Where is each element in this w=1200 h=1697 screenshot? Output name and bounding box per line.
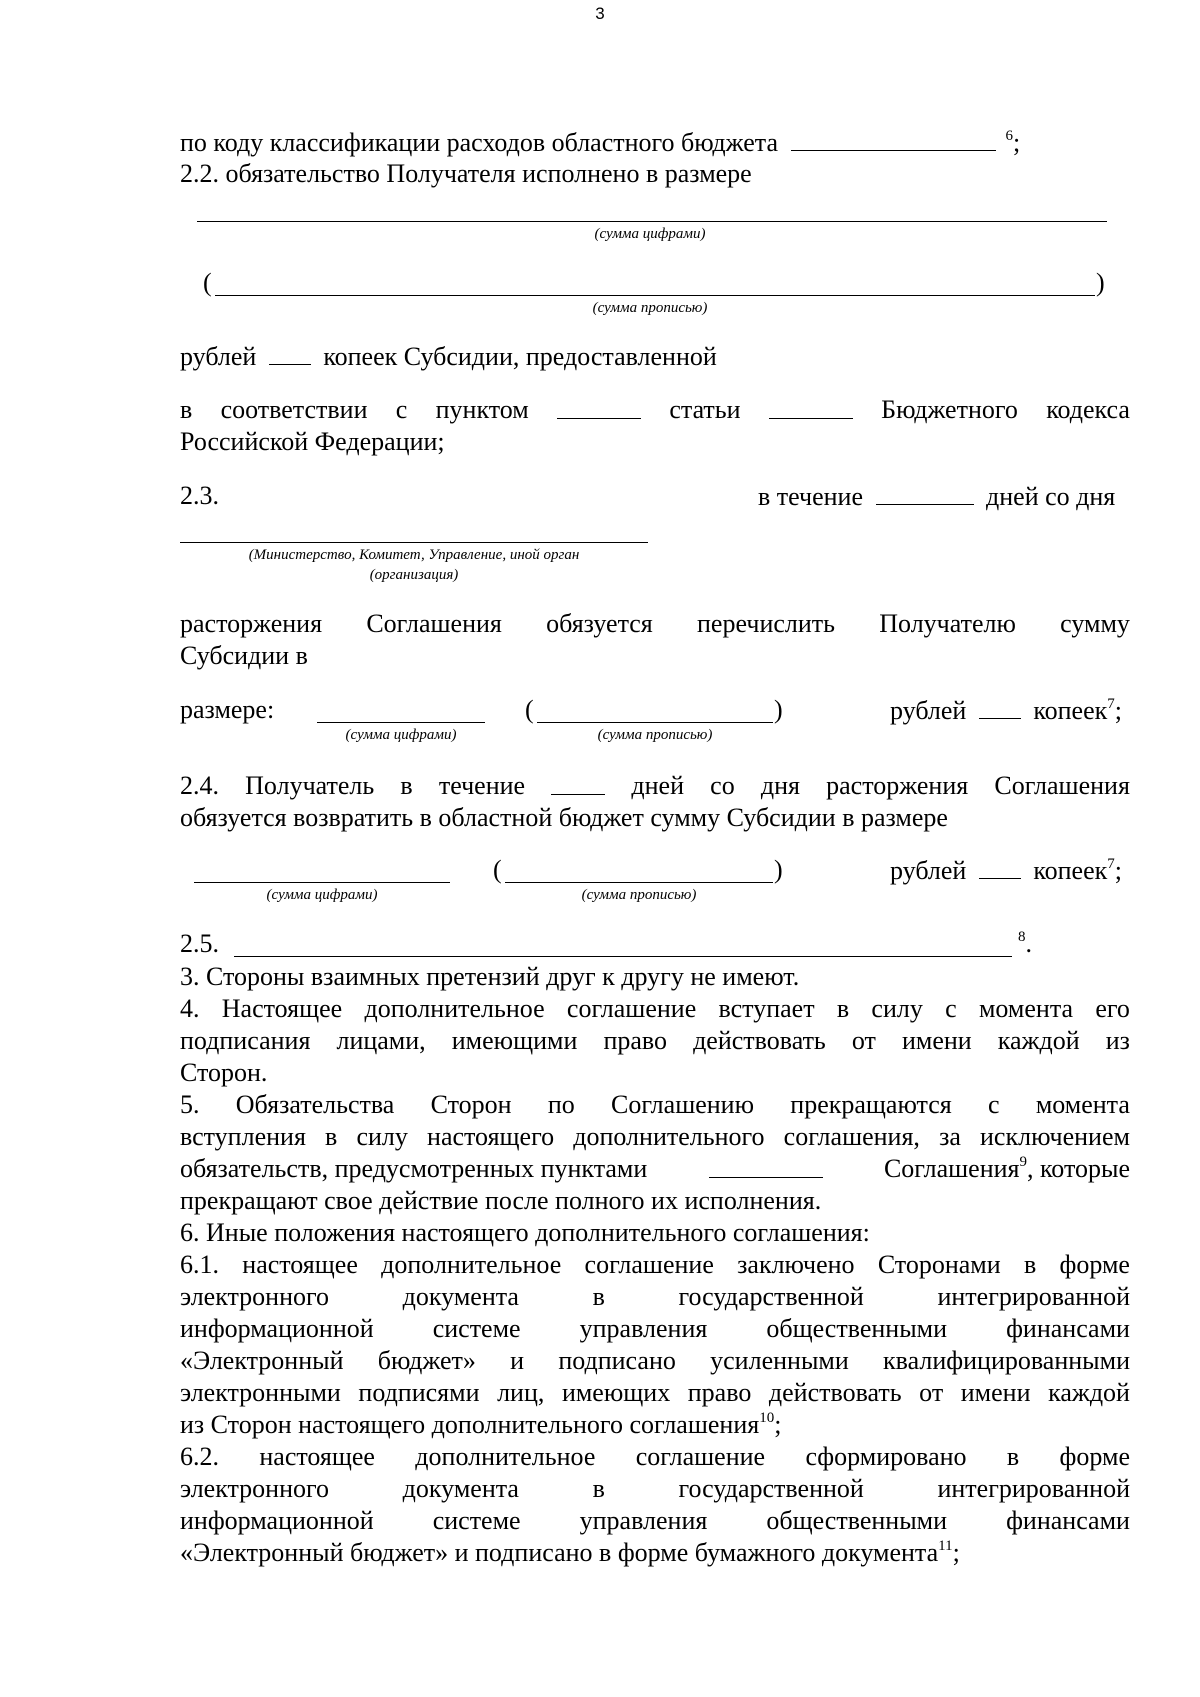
word: Получателю bbox=[879, 609, 1016, 638]
word: дней bbox=[631, 771, 685, 800]
clause-4-line-1 bbox=[180, 993, 1130, 1025]
word: Соглашения bbox=[994, 771, 1130, 800]
word: Получатель bbox=[245, 771, 375, 800]
word: государственной bbox=[678, 1474, 864, 1503]
word: дополнительное bbox=[381, 1250, 562, 1279]
word: управления bbox=[579, 1506, 708, 1535]
caption-sum-digits: (сумма цифрами) bbox=[345, 727, 457, 743]
word: Бюджетного bbox=[881, 395, 1018, 424]
word: в bbox=[180, 395, 193, 424]
rub-word: рублей bbox=[180, 342, 257, 371]
word: информационной bbox=[180, 1506, 374, 1535]
word: от bbox=[851, 1026, 876, 1055]
word: дополнительное bbox=[415, 1442, 596, 1471]
agreement-ref bbox=[884, 1153, 1130, 1185]
word: право bbox=[603, 1026, 668, 1055]
word: государственной bbox=[678, 1282, 864, 1311]
word: подписания bbox=[180, 1026, 311, 1055]
word: с bbox=[945, 994, 957, 1023]
clause-2-3-num: 2.3. bbox=[180, 481, 219, 510]
word: финансами bbox=[1006, 1314, 1130, 1343]
word: подписями bbox=[358, 1378, 480, 1407]
footnote-9: 9 bbox=[1019, 1154, 1027, 1170]
word: Сторонами bbox=[877, 1250, 1001, 1279]
termination-line bbox=[180, 608, 1130, 640]
word: имеющих bbox=[561, 1378, 671, 1407]
sum-digits-line bbox=[197, 221, 1107, 222]
clause-6-2-line-4 bbox=[180, 1537, 1130, 1569]
word: электронными bbox=[180, 1378, 341, 1407]
kop-blank bbox=[269, 340, 311, 365]
word: заключено bbox=[737, 1250, 855, 1279]
return-words-line bbox=[505, 882, 773, 883]
caption-sum-words: (сумма прописью) bbox=[597, 727, 713, 743]
word: соответствии bbox=[220, 395, 368, 424]
word: бюджет» bbox=[377, 1346, 476, 1375]
clause-2-5-num: 2.5. bbox=[180, 929, 219, 958]
word: дополнительного bbox=[573, 1122, 765, 1151]
word: по bbox=[547, 1090, 575, 1119]
clause-5-line-2 bbox=[180, 1121, 1130, 1153]
word: форме bbox=[1059, 1250, 1130, 1279]
word: системе bbox=[432, 1506, 521, 1535]
semicolon: ; bbox=[1114, 856, 1122, 885]
word: действовать bbox=[768, 1378, 902, 1407]
page-number: 3 bbox=[595, 4, 605, 23]
paren-open: ( bbox=[203, 268, 212, 297]
clause-6-1-line-3 bbox=[180, 1313, 1130, 1345]
caption-organization: (организация) bbox=[369, 567, 459, 583]
caption-sum-digits: (сумма цифрами) bbox=[266, 887, 378, 903]
word: обязуется bbox=[546, 609, 653, 638]
size-label: размере: bbox=[180, 695, 275, 724]
word: Настоящее bbox=[221, 994, 343, 1023]
word: форме bbox=[1059, 1442, 1130, 1471]
word: имеющими bbox=[451, 1026, 578, 1055]
word: настоящего bbox=[427, 1122, 555, 1151]
during-text: в течение bbox=[758, 482, 864, 511]
word: Соглашения bbox=[366, 609, 502, 638]
word: соглашения, bbox=[783, 1122, 920, 1151]
clause-3: 3. Стороны взаимных претензий друг к другу не имеют. bbox=[180, 962, 800, 991]
sentence-text: из Сторон настоящего дополнительного соглашения bbox=[180, 1410, 760, 1439]
word: от bbox=[919, 1378, 944, 1407]
word: в bbox=[592, 1282, 605, 1311]
word: со bbox=[710, 771, 735, 800]
word: управления bbox=[579, 1314, 708, 1343]
agreement-word: Соглашения bbox=[883, 1154, 1020, 1183]
clause-2-4-line-1 bbox=[180, 770, 1130, 802]
word: силу bbox=[871, 994, 923, 1023]
clause-6-2-line-3 bbox=[180, 1505, 1130, 1537]
kbk-text: по коду классификации расходов областного бюджета bbox=[180, 128, 778, 157]
word: 4. bbox=[180, 994, 200, 1023]
word: системе bbox=[432, 1314, 521, 1343]
word: и bbox=[510, 1346, 525, 1375]
rub-kop-line bbox=[180, 340, 1130, 373]
kbk-blank bbox=[791, 126, 996, 151]
clause-6-1-line-6 bbox=[180, 1409, 1130, 1441]
paren-close: ) bbox=[1096, 268, 1105, 297]
caption-ministry: (Министерство, Комитет, Управление, иной орган bbox=[248, 547, 580, 563]
word: в bbox=[836, 994, 850, 1023]
kop-blank bbox=[979, 854, 1021, 879]
caption-sum-digits: (сумма цифрами) bbox=[594, 226, 706, 242]
article-blank bbox=[769, 394, 853, 419]
obligations-text: обязательств, предусмотренных пунктами bbox=[180, 1154, 648, 1183]
federation-line: Российской Федерации; bbox=[180, 427, 445, 456]
word: настоящее bbox=[242, 1250, 358, 1279]
kbk-line bbox=[180, 126, 1130, 159]
word: пунктом bbox=[435, 395, 529, 424]
size-rub-kop bbox=[890, 694, 1122, 727]
word: действовать bbox=[693, 1026, 826, 1055]
caption-sum-words: (сумма прописью) bbox=[592, 300, 708, 316]
clause-6-1-line-2 bbox=[180, 1281, 1130, 1313]
clause-2-2: 2.2. обязательство Получателя исполнено в размере bbox=[180, 159, 752, 188]
kbk-end: ; bbox=[1013, 128, 1021, 157]
footnote-6: 6 bbox=[1005, 128, 1013, 144]
word: финансами bbox=[1006, 1506, 1130, 1535]
paren-close: ) bbox=[774, 855, 783, 884]
word: его bbox=[1095, 994, 1130, 1023]
word: 5. bbox=[180, 1090, 200, 1119]
word: лиц, bbox=[497, 1378, 545, 1407]
word: Соглашению bbox=[611, 1090, 755, 1119]
items-blank bbox=[709, 1153, 823, 1178]
paren-open: ( bbox=[525, 695, 534, 724]
return-digits-line bbox=[194, 882, 450, 883]
word: информационной bbox=[180, 1314, 374, 1343]
clause-5-line-1 bbox=[180, 1089, 1130, 1121]
rub-word: рублей bbox=[890, 696, 967, 725]
word: соглашение bbox=[566, 994, 697, 1023]
clause-5-line-4: прекращают свое действие после полного их исполнения. bbox=[180, 1186, 822, 1215]
paren-open: ( bbox=[493, 855, 502, 884]
word: сумму bbox=[1060, 609, 1130, 638]
clause-2-3-during bbox=[758, 480, 1115, 513]
word: соглашение bbox=[584, 1250, 714, 1279]
word: из bbox=[1105, 1026, 1130, 1055]
word: подписано bbox=[558, 1346, 676, 1375]
word: статьи bbox=[669, 395, 741, 424]
word: в bbox=[1006, 1442, 1020, 1471]
word: за bbox=[939, 1122, 961, 1151]
clause-6-1-line-1 bbox=[180, 1249, 1130, 1281]
word: лицами, bbox=[336, 1026, 426, 1055]
word: вступления bbox=[180, 1122, 306, 1151]
word: интегрированной bbox=[937, 1474, 1130, 1503]
size-words-line bbox=[537, 722, 773, 723]
clause-6: 6. Иные положения настоящего дополнительного соглашения: bbox=[180, 1218, 870, 1247]
footnote-11: 11 bbox=[938, 1538, 953, 1554]
size-digits-line bbox=[317, 722, 485, 723]
clause-6-2-line-1 bbox=[180, 1441, 1130, 1473]
clause-5-line-3 bbox=[180, 1153, 1130, 1185]
paren-close: ) bbox=[774, 695, 783, 724]
ministry-line bbox=[180, 542, 648, 543]
kop-subsidy-text: копеек Субсидии, предоставленной bbox=[323, 342, 717, 371]
word: расторжения bbox=[826, 771, 969, 800]
sum-words-line bbox=[215, 295, 1095, 296]
word: каждой bbox=[997, 1026, 1080, 1055]
word: документа bbox=[402, 1282, 519, 1311]
word: в bbox=[1023, 1250, 1037, 1279]
footnote-10: 10 bbox=[759, 1410, 775, 1426]
word: общественными bbox=[766, 1506, 948, 1535]
rub-word: рублей bbox=[890, 856, 967, 885]
word: кодекса bbox=[1046, 395, 1130, 424]
word: с bbox=[395, 395, 408, 424]
clause-2-5-end bbox=[1018, 928, 1032, 960]
accordance-line bbox=[180, 394, 1130, 426]
word: перечислить bbox=[697, 609, 836, 638]
word: Сторон bbox=[430, 1090, 512, 1119]
word: право bbox=[687, 1378, 752, 1407]
word: расторжения bbox=[180, 609, 323, 638]
clause-6-2-line-2 bbox=[180, 1473, 1130, 1505]
word: в bbox=[400, 771, 413, 800]
word: усиленными bbox=[710, 1346, 849, 1375]
kop-word: копеек bbox=[1033, 856, 1108, 885]
word: «Электронный bbox=[180, 1346, 344, 1375]
days-from-text: дней со дня bbox=[986, 482, 1116, 511]
clause-2-4-line-2: обязуется возвратить в областной бюджет сумму Субсидии в размере bbox=[180, 803, 948, 832]
footnote-8: 8 bbox=[1018, 929, 1026, 945]
word: соглашение bbox=[635, 1442, 766, 1471]
word: сформировано bbox=[805, 1442, 967, 1471]
word: силу bbox=[356, 1122, 408, 1151]
word: момента bbox=[1035, 1090, 1130, 1119]
word: в bbox=[592, 1474, 605, 1503]
semicolon: ; bbox=[1114, 696, 1122, 725]
footnote-7: 7 bbox=[1107, 696, 1115, 712]
word: имени bbox=[960, 1378, 1031, 1407]
word: 6.1. bbox=[180, 1250, 219, 1279]
word: 6.2. bbox=[180, 1442, 219, 1471]
which-text: , которые bbox=[1027, 1154, 1130, 1183]
word: квалифицированными bbox=[883, 1346, 1130, 1375]
word: электронного bbox=[180, 1474, 330, 1503]
sentence-text: «Электронный бюджет» и подписано в форме бумажного документа bbox=[180, 1538, 939, 1567]
word: интегрированной bbox=[937, 1282, 1130, 1311]
word: каждой bbox=[1048, 1378, 1130, 1407]
kop-word: копеек bbox=[1033, 696, 1108, 725]
clause-6-1-line-4 bbox=[180, 1345, 1130, 1377]
period: . bbox=[1025, 929, 1032, 958]
word: документа bbox=[402, 1474, 519, 1503]
word: 2.4. bbox=[180, 771, 219, 800]
word: электронного bbox=[180, 1282, 330, 1311]
word: течение bbox=[438, 771, 526, 800]
semicolon: ; bbox=[774, 1410, 782, 1439]
clause-4-line-2 bbox=[180, 1025, 1130, 1057]
word: вступает bbox=[718, 994, 815, 1023]
subsidy-in-line: Субсидии в bbox=[180, 641, 308, 670]
days-blank bbox=[551, 770, 605, 795]
caption-sum-words: (сумма прописью) bbox=[581, 887, 697, 903]
days-blank bbox=[876, 480, 974, 505]
word: прекращаются bbox=[790, 1090, 952, 1119]
word: исключением bbox=[980, 1122, 1130, 1151]
word: Обязательства bbox=[235, 1090, 395, 1119]
clause-4-line-3: Сторон. bbox=[180, 1058, 268, 1087]
word: общественными bbox=[766, 1314, 948, 1343]
word: имени bbox=[901, 1026, 972, 1055]
word: с bbox=[988, 1090, 1000, 1119]
kop-blank bbox=[979, 694, 1021, 719]
word: момента bbox=[978, 994, 1074, 1023]
word: дня bbox=[760, 771, 800, 800]
item-blank bbox=[557, 394, 641, 419]
clause-2-5-line bbox=[234, 956, 1012, 957]
clause-6-1-line-5 bbox=[180, 1377, 1130, 1409]
footnote-7: 7 bbox=[1107, 856, 1115, 872]
word: в bbox=[325, 1122, 338, 1151]
return-rub-kop bbox=[890, 854, 1122, 887]
word: дополнительное bbox=[364, 994, 545, 1023]
semicolon: ; bbox=[952, 1538, 960, 1567]
word: настоящее bbox=[259, 1442, 375, 1471]
